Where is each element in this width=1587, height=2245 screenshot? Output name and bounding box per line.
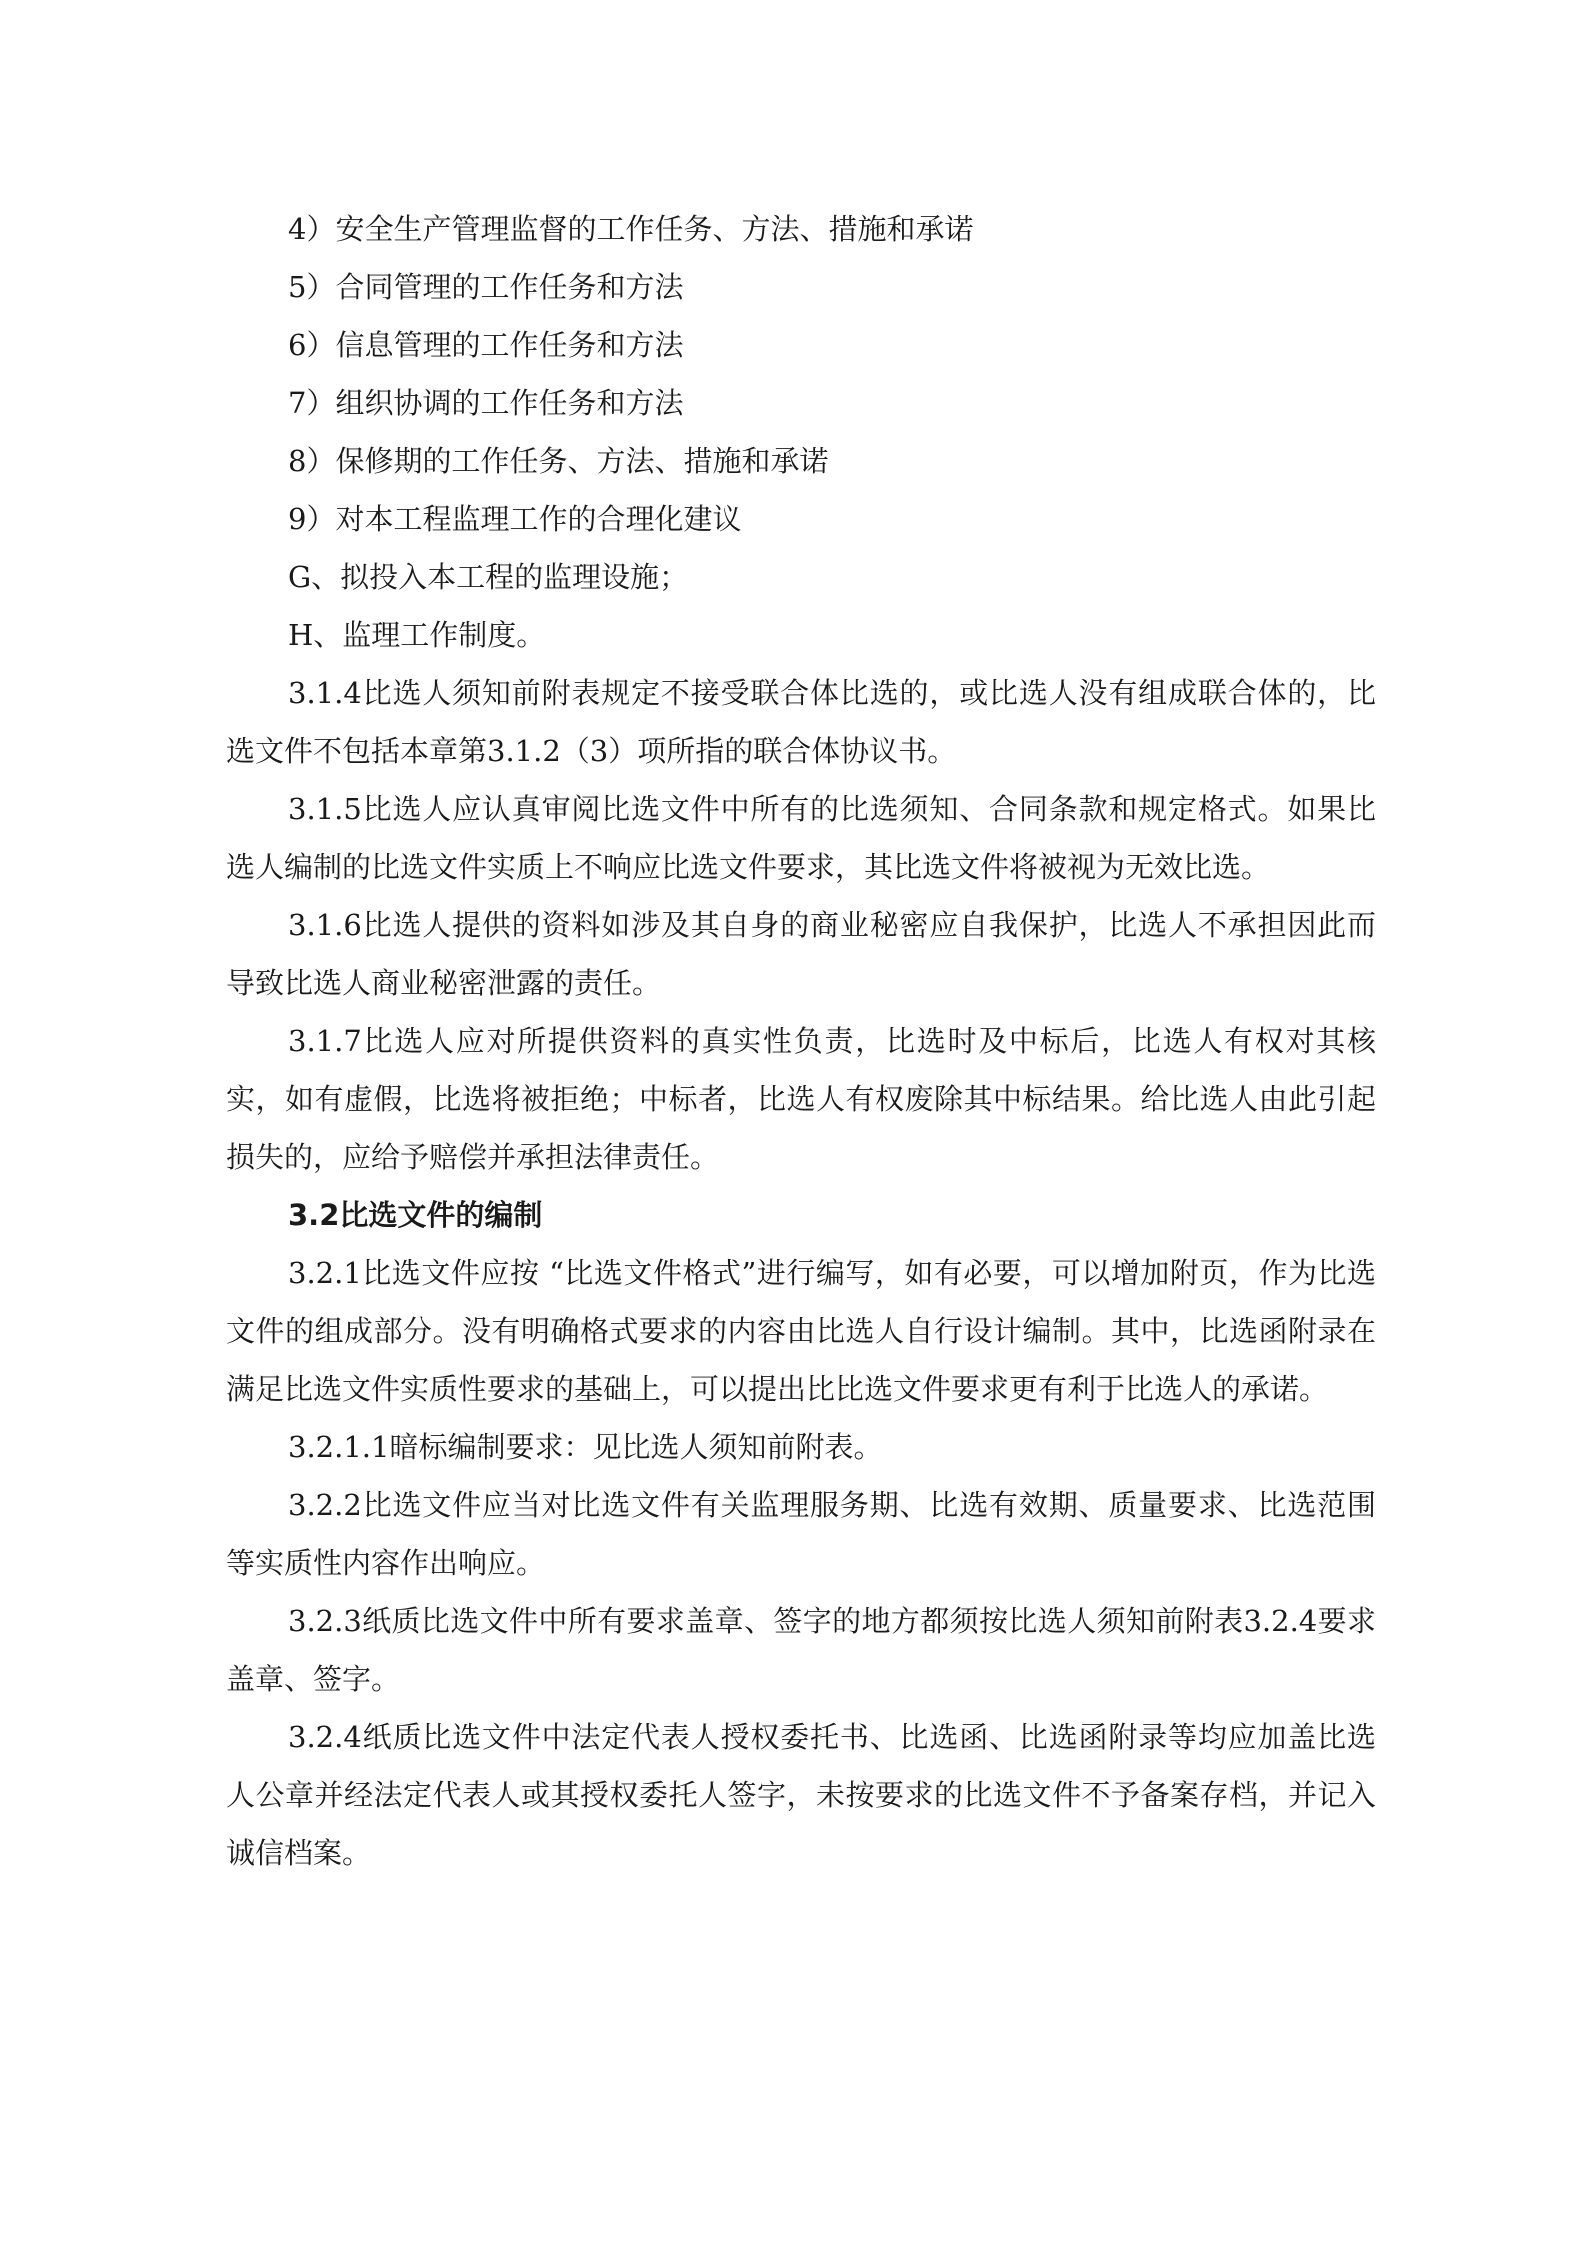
paragraph-3-2-1-1: 3.2.1.1暗标编制要求：见比选人须知前附表。 xyxy=(288,1430,883,1464)
paragraph-3-1-5: 3.1.5比选人应认真审阅比选文件中所有的比选须知、合同条款和规定格式。如果比选人编制的比选文件实质上不响应比选文件要求，其比选文件将被视为无效比选。 xyxy=(226,792,1376,884)
paragraph-3-1-6: 3.1.6比选人提供的资料如涉及其自身的商业秘密应自我保护，比选人不承担因此而导致比选人商业秘密泄露的责任。 xyxy=(226,908,1376,1000)
list-item: 7）组织协调的工作任务和方法 xyxy=(288,386,684,420)
list-item: G、拟投入本工程的监理设施； xyxy=(288,560,689,594)
list-item: H、监理工作制度。 xyxy=(288,618,546,652)
paragraph-3-2-1: 3.2.1比选文件应按 “比选文件格式”进行编写，如有必要，可以增加附页，作为比选文件的组成部分。没有明确格式要求的内容由比选人自行设计编制。其中，比选函附录在满足比选文件实质性要求的基础上，可以提出比比选文件要求更有利于比选人的承诺。 xyxy=(226,1256,1376,1406)
paragraph-3-2-3: 3.2.3纸质比选文件中所有要求盖章、签字的地方都须按比选人须知前附表3.2.4要求盖章、签字。 xyxy=(226,1604,1376,1696)
list-item: 5）合同管理的工作任务和方法 xyxy=(288,270,684,304)
paragraph-3-2-2: 3.2.2比选文件应当对比选文件有关监理服务期、比选有效期、质量要求、比选范围等实质性内容作出响应。 xyxy=(226,1488,1376,1580)
list-item: 9）对本工程监理工作的合理化建议 xyxy=(288,502,742,536)
paragraph-3-1-7: 3.1.7比选人应对所提供资料的真实性负责，比选时及中标后，比选人有权对其核实，如有虚假，比选将被拒绝；中标者，比选人有权废除其中标结果。给比选人由此引起损失的，应给予赔偿并承担法律责任。 xyxy=(226,1024,1376,1174)
list-item: 6）信息管理的工作任务和方法 xyxy=(288,328,684,362)
document-body xyxy=(226,200,1376,1882)
list-item: 8）保修期的工作任务、方法、措施和承诺 xyxy=(288,444,829,478)
list-item: 4）安全生产管理监督的工作任务、方法、措施和承诺 xyxy=(288,212,974,246)
paragraph-3-1-4: 3.1.4比选人须知前附表规定不接受联合体比选的，或比选人没有组成联合体的，比选文件不包括本章第3.1.2（3）项所指的联合体协议书。 xyxy=(226,676,1376,768)
section-heading-3-2: 3.2比选文件的编制 xyxy=(288,1198,543,1232)
paragraph-3-2-4: 3.2.4纸质比选文件中法定代表人授权委托书、比选函、比选函附录等均应加盖比选人公章并经法定代表人或其授权委托人签字，未按要求的比选文件不予备案存档，并记入诚信档案。 xyxy=(226,1720,1376,1870)
